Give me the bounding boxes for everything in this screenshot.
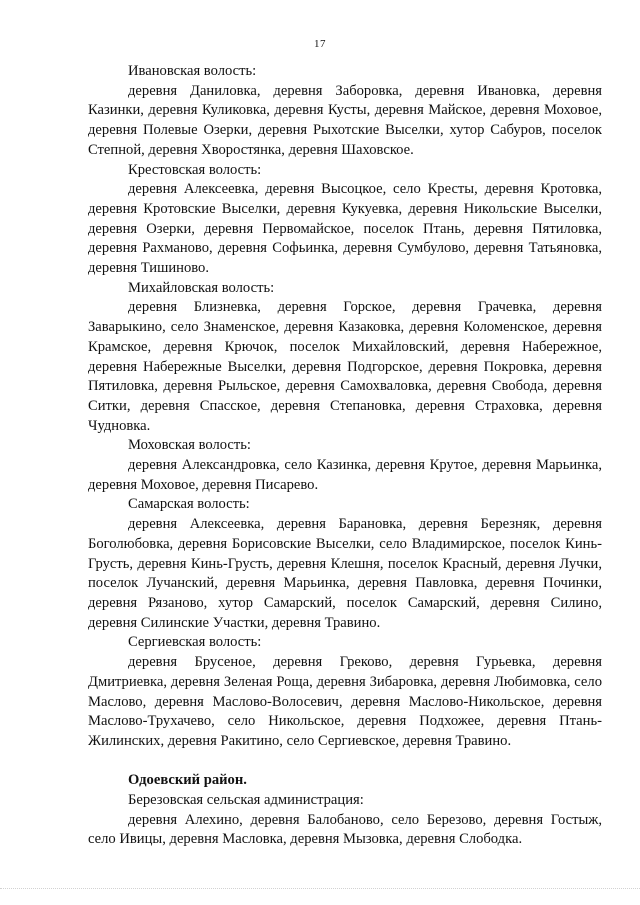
volost-list-mikhaylovskaya: деревня Близневка, деревня Горское, деревня Грачевка, деревня Заварыкино, село Знаменское, деревня Казаковка, деревня Коломенское, деревня Крамское, деревня Крючок, поселок Михайловский, деревня Набережное, деревня Набережные Выселки, деревня Подгорское, деревня Покровка, деревня Пятиловка, деревня Рыльское, деревня Самохваловка, деревня Свобода, деревня Ситки, деревня Спасское, деревня Степановка, деревня Страховка, деревня Чудновка. — [88, 299, 602, 434]
scan-edge-artifact — [0, 888, 640, 895]
administration-list-berezovskaya: деревня Алехино, деревня Балобаново, село Березово, деревня Гостыж, село Ивицы, деревня Масловка, деревня Мызовка, деревня Слободка. — [88, 811, 602, 848]
volost-heading-mokhovskaya: Моховская волость: — [128, 437, 251, 454]
volost-heading-ivanovskaya: Ивановская волость: — [128, 63, 257, 79]
volost-heading-mikhaylovskaya: Михайловская волость: — [128, 279, 275, 296]
page-number: 17 — [314, 38, 326, 50]
volost-heading-krestovskaya: Крестовская волость: — [128, 161, 262, 178]
district-title-odoevsky: Одоевский район. — [128, 772, 247, 789]
administration-heading-berezovskaya: Березовская сельская администрация: — [128, 792, 364, 808]
volost-list-mokhovskaya: деревня Александровка, село Казинка, деревня Крутое, деревня Марьинка, деревня Моховое, деревня Писарево. — [88, 457, 602, 493]
volost-list-ivanovskaya: деревня Даниловка, деревня Заборовка, деревня Ивановка, деревня Казинки, деревня Куликовка, деревня Кусты, деревня Майское, деревня Моховое, деревня Полевые Озерки, деревня Рыхотские Выселки, хутор Сабуров, поселок Степной, деревня Хворостянка, деревня Шаховское. — [88, 82, 602, 158]
document-body — [88, 62, 602, 850]
volost-heading-samarskaya: Самарская волость: — [128, 496, 250, 513]
volost-heading-sergievskaya: Сергиевская волость: — [128, 634, 262, 651]
volost-list-samarskaya: деревня Алексеевка, деревня Барановка, деревня Березняк, деревня Боголюбовка, деревня Борисовские Выселки, село Владимирское, поселок Кинь-Грусть, деревня Кинь-Грусть, деревня Клешня, поселок Красный, деревня Лучки, поселок Лучанский, деревня Марьинка, деревня Павловка, деревня Починки, деревня Рязаново, хутор Самарский, поселок Самарский, деревня Силино, деревня Силинские Участки, деревня Травино. — [88, 516, 602, 631]
volost-list-sergievskaya: деревня Брусеное, деревня Греково, деревня Гурьевка, деревня Дмитриевка, деревня Зеленая Роща, деревня Зибаровка, деревня Любимовка, село Маслово, деревня Маслово-Волосевич, деревня Маслово-Никольское, деревня Маслово-Трухачево, село Никольское, деревня Подхожее, деревня Птань-Жилинских, деревня Ракитино, село Сергиевское, деревня Травино. — [88, 654, 602, 749]
volost-list-krestovskaya: деревня Алексеевка, деревня Высоцкое, село Кресты, деревня Кротовка, деревня Кротовские Выселки, деревня Кукуевка, деревня Никольские Выселки, деревня Озерки, деревня Первомайское, поселок Птань, деревня Пятиловка, деревня Рахманово, деревня Софьинка, деревня Сумбулово, деревня Татьяновка, деревня Тишиново. — [88, 181, 602, 277]
